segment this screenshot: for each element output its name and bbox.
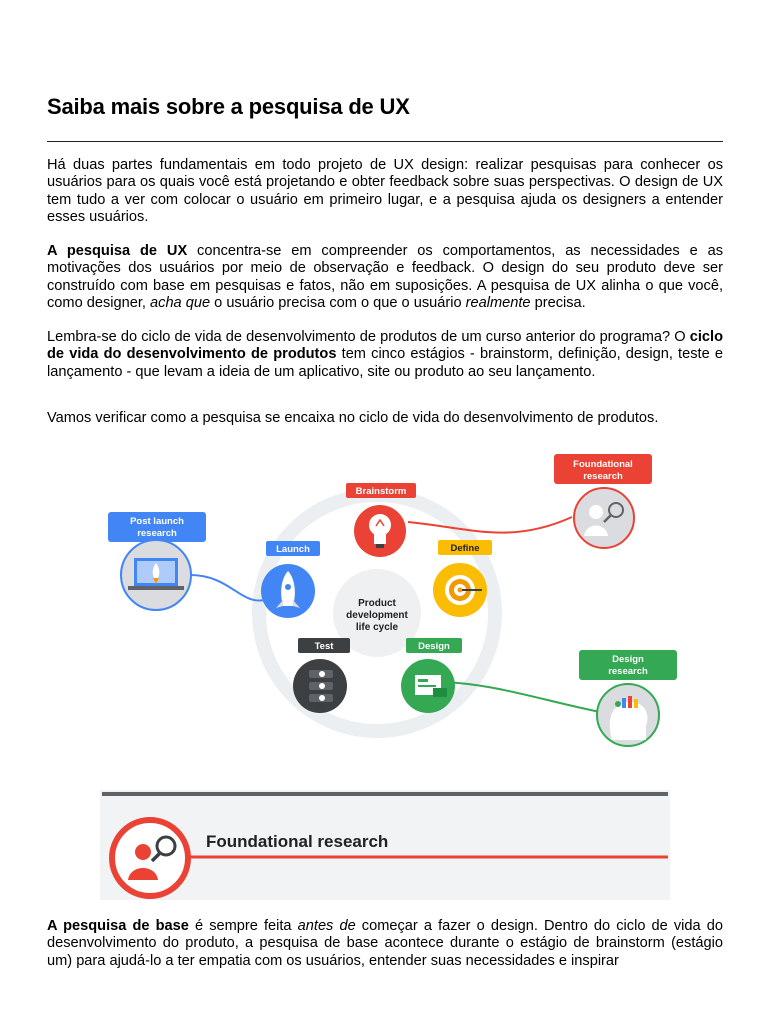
banner-title: Foundational research bbox=[206, 832, 389, 851]
lead-in-paragraph: Vamos verificar como a pesquisa se encaixa no ciclo de vida do desenvolvimento de produtos. bbox=[47, 410, 659, 426]
stage-test-label: Test bbox=[314, 641, 334, 652]
ux-research-emphasis-1: acha que bbox=[150, 295, 211, 312]
design-research-label-1: Design bbox=[612, 654, 644, 665]
foundational-label-1: Foundational bbox=[573, 459, 633, 470]
lifecycle-paragraph bbox=[47, 329, 723, 381]
banner-emblem bbox=[112, 820, 188, 896]
stage-launch bbox=[261, 541, 320, 618]
ux-research-text-3: precisa. bbox=[530, 295, 586, 312]
title-divider bbox=[47, 141, 723, 142]
checklist-icon bbox=[309, 670, 333, 702]
design-research-label-2: research bbox=[608, 666, 648, 677]
postlaunch-label-2: research bbox=[137, 528, 177, 539]
ux-research-paragraph bbox=[47, 243, 723, 313]
foundational-label-2: research bbox=[583, 471, 623, 482]
foundational-emphasis: antes de bbox=[297, 918, 356, 934]
foundational-text-2: começar a fazer o design. Dentro do ciclo de vida do desenvolvimento do produto, a pesquisa de base acontece durante o estágio de brainstorm (estágio um) para ajudá-lo a ter empatia com os usuários, entender suas necessidades e inspirar bbox=[47, 918, 723, 969]
lifecycle-text-2: tem cinco estágios - brainstorm, definição, design, teste e lançamento - que levam a ideia de um aplicativo, site ou produto ao seu lançamento. bbox=[47, 346, 723, 380]
stage-test bbox=[293, 638, 350, 713]
center-label-3: life cycle bbox=[355, 622, 399, 633]
stage-brainstorm-label: Brainstorm bbox=[355, 486, 407, 497]
foundational-paragraph bbox=[47, 918, 723, 970]
page-title: Saiba mais sobre a pesquisa de UX bbox=[47, 94, 410, 119]
postlaunch-research-node bbox=[108, 512, 206, 610]
postlaunch-label-1: Post launch bbox=[130, 516, 184, 527]
design-research-node bbox=[579, 650, 677, 746]
center-label-2: development bbox=[346, 610, 408, 621]
stage-brainstorm bbox=[346, 483, 416, 557]
stage-launch-label: Launch bbox=[276, 544, 310, 555]
lifecycle-text-1: Lembra-se do ciclo de vida de desenvolvimento de produtos de um curso anterior do programa? O bbox=[47, 329, 690, 345]
ux-research-text-1: concentra-se em compreender os comportamentos, as necessidades e as motivações dos usuários por meio de observação e feedback. O design do seu produto deve ser construído com base em pesquisas e fatos, não em suposições. A pesquisa de UX alinha o que você, como designer, bbox=[47, 243, 723, 312]
connector-foundational bbox=[408, 517, 572, 533]
center-label-1: Product bbox=[358, 598, 396, 609]
lifecycle-term: ciclo de vida do desenvolvimento de produtos bbox=[47, 329, 723, 363]
stage-define-label: Define bbox=[450, 543, 480, 554]
foundational-research-banner bbox=[100, 790, 670, 900]
ux-research-term: A pesquisa de UX bbox=[47, 243, 188, 259]
intro-paragraph: Há duas partes fundamentais em todo projeto de UX design: realizar pesquisas para conhecer os usuários para os quais você está projetando e obter feedback sobre suas perspectivas. O design de UX tem tudo a ver com colocar o usuário em primeiro lugar, e a pesquisa ajuda os designers a entender esses usuários. bbox=[47, 157, 723, 226]
stage-define bbox=[433, 540, 492, 617]
foundational-term: A pesquisa de base bbox=[47, 918, 189, 934]
stage-design-label: Design bbox=[418, 641, 450, 652]
banner-top-bar bbox=[102, 792, 668, 796]
lifecycle-diagram bbox=[90, 450, 680, 760]
foundational-research-node bbox=[554, 454, 652, 548]
foundational-text-1: é sempre feita bbox=[188, 918, 298, 934]
ux-research-emphasis-2: realmente bbox=[465, 295, 531, 312]
laptop-rocket-icon bbox=[128, 558, 184, 590]
ux-research-text-2: o usuário precisa com o que o usuário bbox=[210, 295, 466, 312]
